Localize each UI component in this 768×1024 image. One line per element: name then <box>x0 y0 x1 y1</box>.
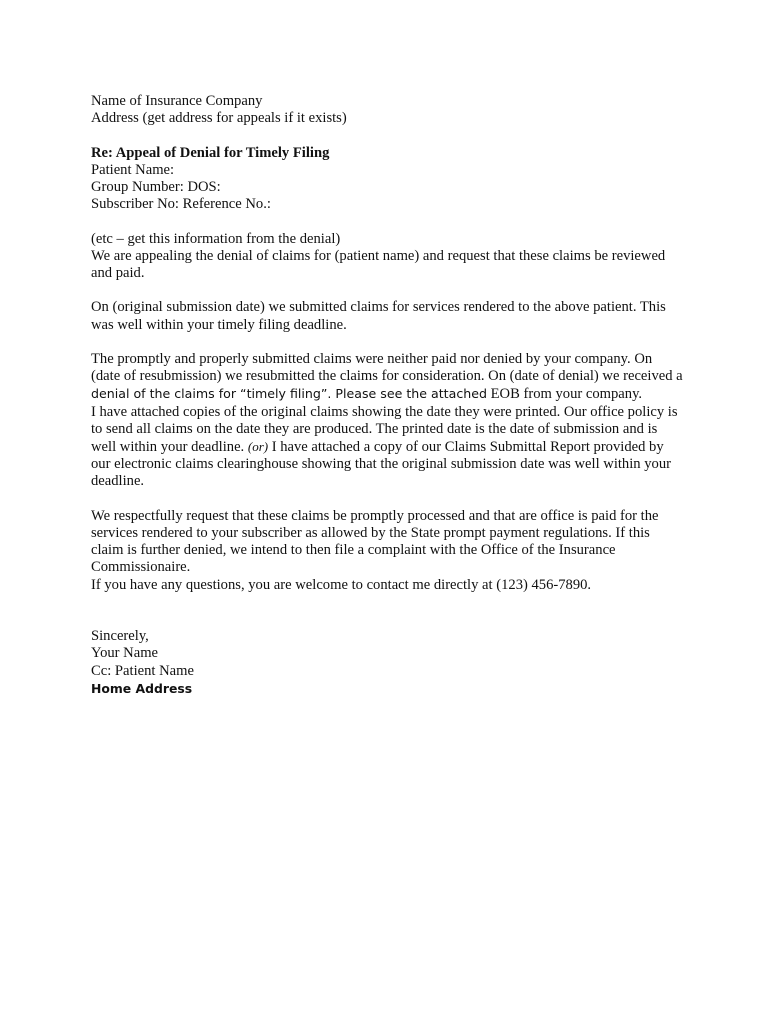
patient-name-field: Patient Name: <box>91 161 175 178</box>
cc-line: Cc: Patient Name <box>91 662 194 679</box>
group-number-field: Group Number: DOS: <box>91 179 221 195</box>
spacer <box>91 213 691 230</box>
paragraph-6: If you have any questions, you are welcome to contact me directly at (123) 456-7890. <box>91 576 592 593</box>
denial-text: denial of the claims for “timely filing”. Please see the attached <box>91 386 487 402</box>
paragraph-5-line: Commissionaire. <box>91 559 191 576</box>
paragraph-4-line: I have attached copies of the original claims showing the date they were printed. Our office policy is <box>91 403 678 420</box>
subject-line: Re: Appeal of Denial for Timely Filing <box>91 144 330 161</box>
spacer <box>91 611 691 628</box>
recipient-address: Address (get address for appeals if it exists) <box>91 110 347 127</box>
paragraph-5-line: claim is further denied, we intend to then file a complaint with the Office of the Insurance <box>91 542 616 559</box>
or-text: (or) <box>247 439 269 454</box>
paragraph-4-line <box>91 438 691 456</box>
eob-text: EOB from your company. <box>486 386 643 403</box>
paragraph-2-line: On (original submission date) we submitted claims for services rendered to the above patient. This <box>91 299 666 316</box>
paragraph-5-line: We respectfully request that these claims be promptly processed and that are office is paid for the <box>91 507 659 524</box>
deadline-text: well within your deadline. <box>91 439 248 455</box>
spacer <box>91 491 691 508</box>
paragraph-1-line: We are appealing the denial of claims for (patient name) and request that these claims be reviewed <box>91 247 666 264</box>
spacer <box>91 334 691 351</box>
paragraph-4-line: deadline. <box>91 473 145 490</box>
spacer <box>91 282 691 299</box>
paragraph-4-line: to send all claims on the date they are produced. The printed date is the date of submission and is <box>91 420 658 437</box>
letter-body <box>91 93 691 697</box>
paragraph-3-line: (date of resubmission) we resubmitted the claims for consideration. On (date of denial) we received a <box>91 368 683 385</box>
sender-name: Your Name <box>91 645 159 662</box>
subscriber-number-field: Subscriber No: Reference No.: <box>91 196 271 213</box>
paragraph-3-line: The promptly and properly submitted claims were neither paid nor denied by your company. On <box>91 350 653 367</box>
paragraph-1-line: and paid. <box>91 265 145 281</box>
report-text: I have attached a copy of our Claims Submittal Report provided by <box>268 439 664 455</box>
spacer <box>91 127 691 144</box>
paragraph-4-line: our electronic claims clearinghouse showing that the original submission date was well within your <box>91 456 671 473</box>
paragraph-3-line <box>91 385 691 403</box>
paragraph-2-line: was well within your timely filing deadline. <box>91 316 347 333</box>
paragraph-5-line: services rendered to your subscriber as allowed by the State prompt payment regulations. If this <box>91 525 650 541</box>
etc-note: (etc – get this information from the denial) <box>91 230 341 247</box>
recipient-name: Name of Insurance Company <box>91 93 263 109</box>
closing: Sincerely, <box>91 628 149 645</box>
spacer <box>91 594 691 611</box>
home-address: Home Address <box>91 680 193 696</box>
